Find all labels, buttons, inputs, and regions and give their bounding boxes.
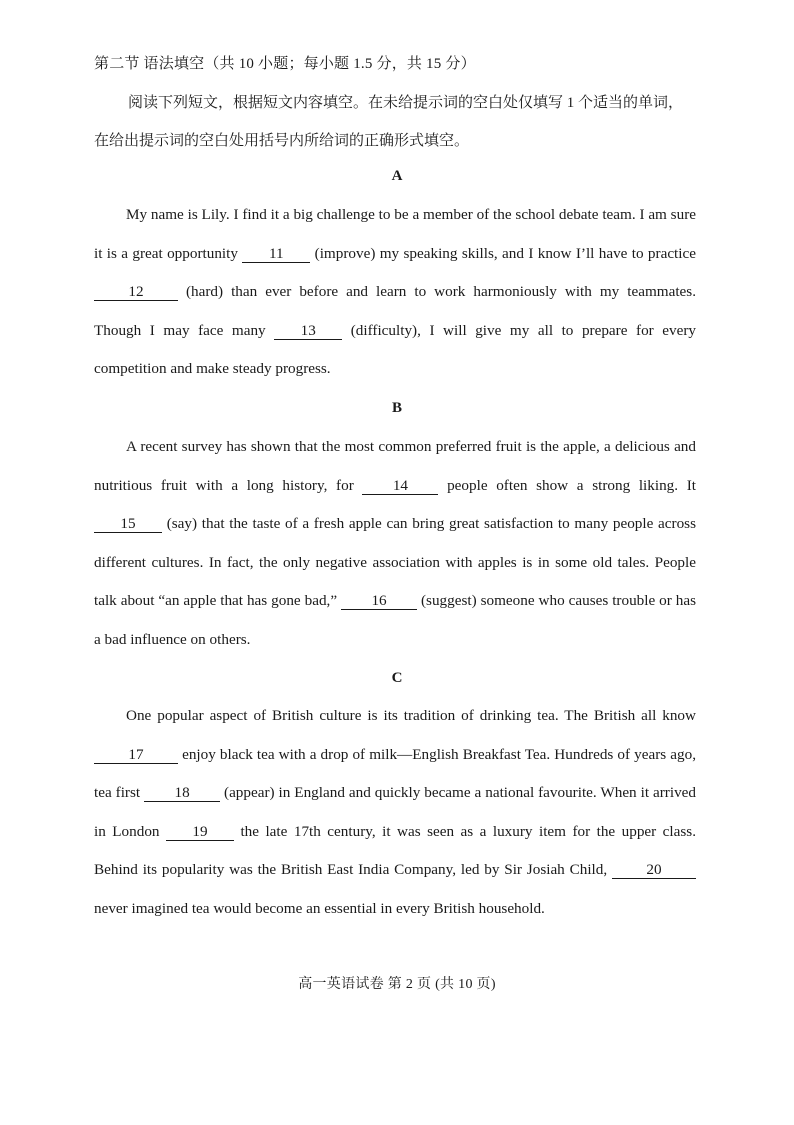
instructions [94, 84, 696, 160]
blank-15[interactable]: 15 [94, 515, 162, 533]
part-a-heading: A [391, 168, 403, 184]
page-footer: 高一英语试卷 第 2 页 (共 10 页) [298, 977, 496, 992]
blank-14[interactable]: 14 [362, 477, 438, 495]
passage-c-segment-5: never imagined tea would become an essential in every British household. [94, 899, 545, 917]
passage-b-segment-2: people often show a strong liking. It [438, 476, 696, 494]
blank-12[interactable]: 12 [94, 283, 178, 301]
instruction-line-2: 在给出提示词的空白处用括号内所给词的正确形式填空。 [94, 133, 470, 149]
passage-b-segment-1: A recent survey has shown that the most common preferred fruit is the apple, a delicious and nutritious fruit with a long history, for [94, 438, 696, 494]
blank-20[interactable]: 20 [612, 861, 696, 879]
passage-a-segment-2: (improve) my speaking skills, and I know I’ll have to practice [310, 244, 696, 262]
blank-18[interactable]: 18 [144, 784, 220, 802]
passage-a-segment-1: My name is Lily. I find it a big challenge to be a member of the school debate team. I am sure it is a great opportunity [94, 206, 696, 262]
passage-b-segment-4: (suggest) someone who causes trouble or has a bad influence on others. [94, 592, 696, 648]
section-title: 第二节 语法填空（共 10 小题；每小题 1.5 分，共 15 分） [94, 56, 476, 72]
blank-13[interactable]: 13 [274, 322, 342, 340]
passage-c-text [94, 697, 696, 929]
passage-c-segment-1: One popular aspect of British culture is its tradition of drinking tea. The British all know [126, 707, 696, 724]
instruction-line-1: 阅读下列短文，根据短文内容填空。在未给提示词的空白处仅填写 1 个适当的单词， [128, 95, 684, 111]
passage-c-segment-4: the late 17th century, it was seen as a luxury item for the upper class. Behind its popularity was the British East India Company, led by Sir Josiah Child, [94, 822, 696, 879]
passage-b-segment-3: (say) that the taste of a fresh apple can bring great satisfaction to many people across different cultures. In fact, the only negative association with apples is in some old tales. People talk about “an apple that has gone bad,” [94, 515, 696, 610]
blank-16[interactable]: 16 [341, 592, 417, 610]
passage-c [94, 697, 696, 929]
passage-a-segment-4: (difficulty), I will give my all to prepare for every competition and make steady progress. [94, 321, 696, 378]
passage-b-text [94, 428, 696, 660]
passage-a-text [94, 196, 696, 389]
passage-c-segment-3: (appear) in England and quickly became a national favourite. When it arrived in London [94, 784, 696, 840]
passage-c-segment-2: enjoy black tea with a drop of milk—English Breakfast Tea. Hundreds of years ago, tea first [94, 745, 696, 802]
blank-11[interactable]: 11 [242, 245, 310, 263]
part-c-heading: C [391, 670, 403, 686]
blank-17[interactable]: 17 [94, 746, 178, 764]
part-b-heading: B [391, 400, 402, 416]
passage-b [94, 428, 696, 660]
passage-a-segment-3: (hard) than ever before and learn to work harmoniously with my teammates. Though I may face many [94, 283, 696, 339]
blank-19[interactable]: 19 [166, 823, 234, 841]
passage-a [94, 196, 696, 389]
